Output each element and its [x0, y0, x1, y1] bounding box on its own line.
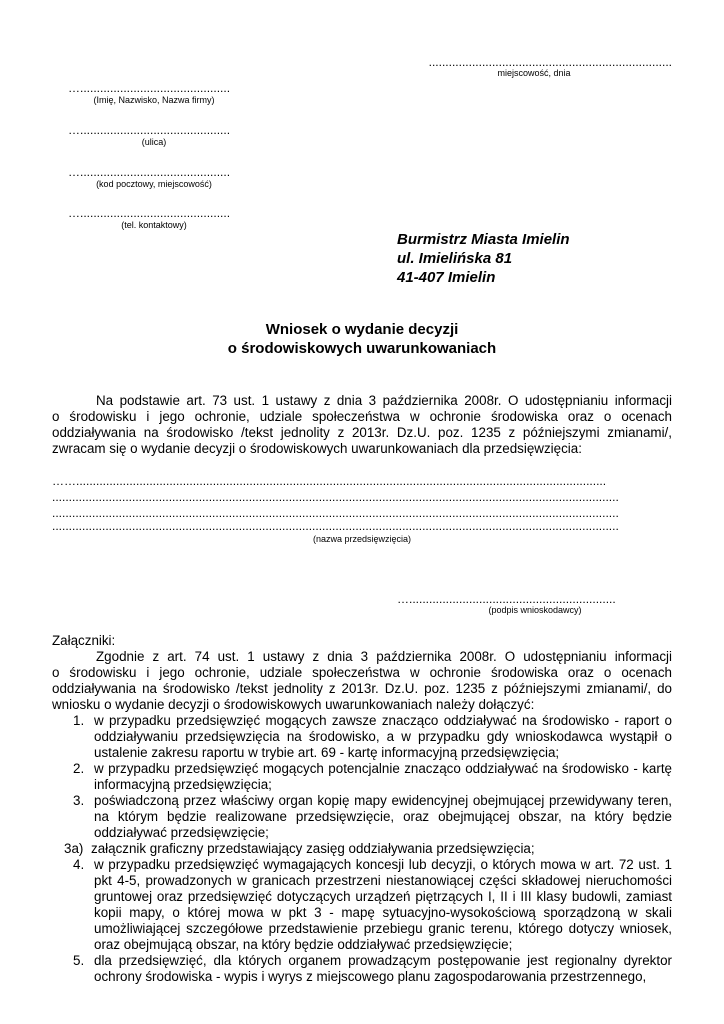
intro-line-2: o środowisku i jego ochronie, udziale społeczeństwa w ochronie środowiska oraz o ocenach [52, 409, 672, 424]
postal-city-dots[interactable]: …............................................. [68, 165, 231, 179]
postal-city-field[interactable] [68, 165, 240, 189]
list-item-text: załącznik graficzny przedstawiający zasięg oddziaływania przedsięwzięcia; [91, 841, 535, 856]
intro-line-3: oddziaływania na środowisko /tekst jednolity z 2013r. Dz.U. poz. 1235 z późniejszymi zmianami/, [52, 425, 672, 440]
title-line-2: o środowiskowych uwarunkowaniach [227, 340, 497, 357]
attachments-line-4: wniosku o wydanie decyzji o środowiskowych uwarunkowaniach należy dołączyć: [52, 697, 535, 712]
attachments-line-1: Zgodnie z art. 74 ust. 1 ustawy z dnia 3 października 2008r. O udostępnianiu informacji [96, 649, 672, 664]
project-line-3[interactable]: .......................................................................................................................................................................... [52, 506, 619, 520]
list-item-number: 2. [73, 761, 85, 776]
list-item-text: w przypadku przedsięwzięć mogących potencjalnie znacząco oddziaływać na środowisko - kartę informacyjną przedsięwzięcia; [94, 761, 672, 792]
applicant-name-field[interactable] [68, 81, 240, 105]
list-item [52, 761, 672, 793]
list-item [52, 857, 672, 953]
project-caption: (nazwa przedsięwzięcia) [312, 534, 412, 544]
attachments-heading: Załączniki: [52, 633, 116, 648]
phone-field[interactable] [68, 206, 240, 230]
list-item [52, 793, 672, 841]
title-line-1: Wniosek o wydanie decyzji [265, 321, 459, 338]
list-item-number: 4. [73, 857, 85, 872]
attachments-list [52, 713, 672, 985]
place-date-block [396, 55, 672, 78]
list-item [52, 841, 672, 857]
intro-line-4: zwracam się o wydanie decyzji o środowiskowych uwarunkowaniach dla przedsięwzięcia: [52, 441, 582, 456]
addressee-block [397, 230, 570, 287]
list-item [52, 713, 672, 761]
street-field[interactable] [68, 123, 240, 147]
addressee-line-2: ul. Imielińska 81 [397, 250, 513, 267]
addressee-line-1: Burmistrz Miasta Imielin [397, 231, 570, 248]
applicant-name-dots[interactable]: …............................................. [68, 81, 231, 95]
list-item-number: 3. [73, 793, 85, 808]
project-line-4[interactable]: .......................................................................................................................................................................... [52, 519, 619, 533]
place-date-dots[interactable]: ......................................................................... [428, 55, 672, 69]
intro-paragraph [52, 393, 672, 457]
list-item-text: w przypadku przedsięwzięć mogących zawsze znacząco oddziaływać na środowisko - raport o oddziaływaniu przedsięwzięcia na środowisko, a w przypadku gdy wnioskodawca wystąpił o ustalenie zakresu raportu w trybie art. 69 - kartę informacyjną przedsięwzięcia; [94, 713, 672, 760]
attachments-section [52, 633, 672, 713]
list-item-text: poświadczoną przez właściwy organ kopię mapy ewidencyjnej obejmującej przewidywany teren, na którym będzie realizowane przedsięwzięcie, oraz obejmującej obszar, na który będzie oddziaływać przedsięwzięcie; [94, 793, 672, 840]
project-line-2[interactable]: .......................................................................................................................................................................... [52, 490, 619, 504]
street-caption: (ulica) [141, 137, 167, 147]
place-date-caption: miejscowość, dnia [497, 68, 571, 78]
project-line-1[interactable]: ……............................................................................................................................................................... [52, 474, 607, 488]
list-item-text: w przypadku przedsięwzięć wymagających koncesji lub decyzji, o których mowa w art. 72 ust. 1 pkt 4-5, prowadzonych w granicach przestrzeni niestanowiącej części składowej nieruchomości gruntowej oraz przedsięwzięć dotyczących urządzeń piętrzących I, II i III klasy budowli, zamiast kopii mapy, o której mowa w pkt 3 - mapę sytuacyjno-wysokościową sporządzoną w skali umożliwiającej szczegółowe przedstawienie przebiegu granic terenu, którego dotyczy wniosek, oraz obejmującą obszar, na który będzie oddziaływać przedsięwzięcie; [94, 857, 672, 952]
list-item-text: dla przedsięwzięć, dla których organem prowadzącym postępowanie jest regionalny dyrektor ochrony środowiska - wypis i wyrys z miejscowego planu zagospodarowania przestrzennego, [94, 953, 672, 984]
document-title [0, 320, 724, 358]
addressee-line-3: 41-407 Imielin [397, 269, 496, 286]
applicant-name-caption: (Imię, Nazwisko, Nazwa firmy) [93, 95, 215, 105]
list-item-number: 3a) [64, 841, 84, 856]
phone-caption: (tel. kontaktowy) [121, 220, 187, 230]
signature-block [397, 592, 673, 615]
list-item-number: 5. [73, 953, 85, 968]
list-item [52, 953, 672, 985]
signature-caption: (podpis wnioskodawcy) [488, 605, 582, 615]
attachments-line-3: oddziaływania na środowisko /tekst jednolity z 2013r. Dz.U. poz. 1235 z późniejszymi zmianami/, do [52, 681, 672, 696]
postal-city-caption: (kod pocztowy, miejscowość) [96, 179, 212, 189]
signature-dots[interactable]: ….............................................................. [397, 592, 616, 606]
list-item-number: 1. [73, 713, 85, 728]
street-dots[interactable]: …............................................. [68, 123, 231, 137]
attachments-line-2: o środowisku i jego ochronie, udziale społeczeństwa w ochronie środowiska oraz o ocenach [52, 665, 672, 680]
phone-dots[interactable]: …............................................. [68, 206, 231, 220]
intro-line-1: Na podstawie art. 73 ust. 1 ustawy z dnia 3 października 2008r. O udostępnianiu informacji [96, 393, 672, 408]
